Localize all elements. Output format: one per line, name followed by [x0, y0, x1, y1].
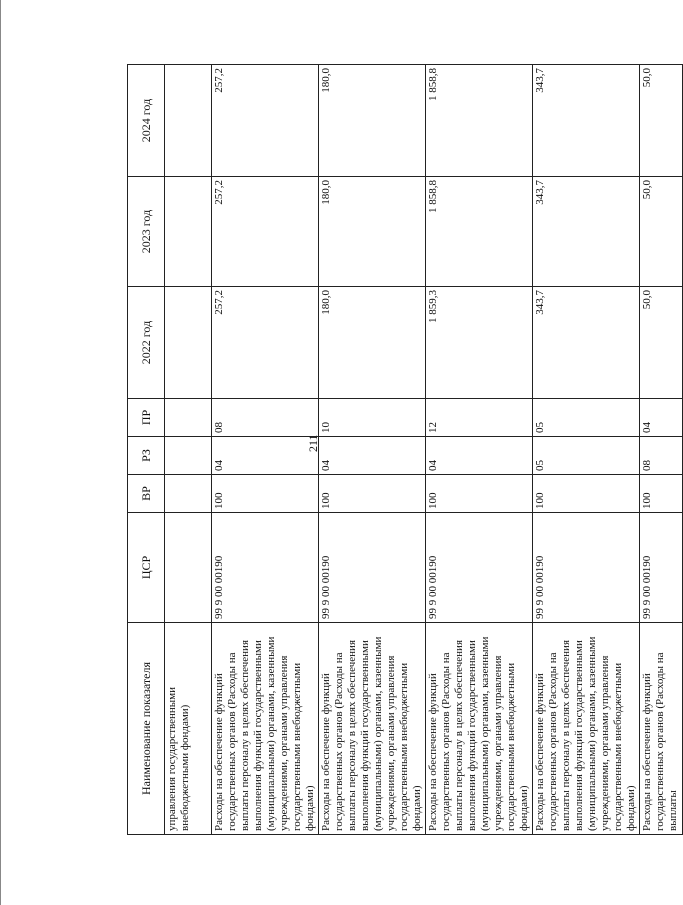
- cell-2024: 1 858,8: [426, 65, 533, 177]
- cell-2023: 257,2: [212, 177, 319, 287]
- cell-name: Расходы на обеспечение функций государственных органов (Расходы на выплаты персоналу в целях обеспечения выполнения функций государственными (муниципальными) органами, казенными учреждениями, органами управления государственными внебюджетными фондами): [533, 623, 640, 835]
- cell-vr: [165, 475, 212, 513]
- header-csr: ЦСР: [128, 513, 165, 623]
- table-row: [319, 65, 426, 835]
- header-rz: РЗ: [128, 437, 165, 475]
- cell-2024: 343,7: [533, 65, 640, 177]
- cell-2024: [165, 65, 212, 177]
- cell-vr: 100: [533, 475, 640, 513]
- cell-name: Расходы на обеспечение функций государственных органов (Расходы на выплаты персоналу в целях обеспечения выполнения функций государственными (муниципальными) органами, казенными учреждениями, органами управления государственными внебюджетными фондами): [426, 623, 533, 835]
- cell-pr: 08: [212, 399, 319, 437]
- cell-2024: 257,2: [212, 65, 319, 177]
- cell-vr: 100: [319, 475, 426, 513]
- table-header-row: [128, 65, 165, 835]
- cell-vr: 100: [640, 475, 683, 513]
- cell-csr: 99 9 00 00190: [426, 513, 533, 623]
- header-pr: ПР: [128, 399, 165, 437]
- cell-csr: [165, 513, 212, 623]
- cell-rz: 04: [212, 437, 319, 475]
- cell-name: Расходы на обеспечение функций государственных органов (Расходы на выплаты персоналу в целях обеспечения выполнения функций государственными (муниципальными) органами, казенными учреждениями, органами управления государственными внебюджетными фондами): [319, 623, 426, 835]
- cell-2024: 50,0: [640, 65, 683, 177]
- cell-2023: 50,0: [640, 177, 683, 287]
- page-number: 211: [306, 434, 320, 452]
- cell-pr: [165, 399, 212, 437]
- cell-rz: [165, 437, 212, 475]
- budget-table: [127, 64, 683, 835]
- cell-csr: 99 9 00 00190: [640, 513, 683, 623]
- cell-csr: 99 9 00 00190: [212, 513, 319, 623]
- cell-2022: [165, 287, 212, 399]
- cell-2023: 180,0: [319, 177, 426, 287]
- cell-csr: 99 9 00 00190: [319, 513, 426, 623]
- header-vr: ВР: [128, 475, 165, 513]
- header-2022: 2022 год: [128, 287, 165, 399]
- cell-rz: 04: [426, 437, 533, 475]
- cell-2022: 50,0: [640, 287, 683, 399]
- cell-csr: 99 9 00 00190: [533, 513, 640, 623]
- header-2023: 2023 год: [128, 177, 165, 287]
- cell-2022: 257,2: [212, 287, 319, 399]
- cell-name: управления государственными внебюджетными фондами): [165, 623, 212, 835]
- cell-pr: 10: [319, 399, 426, 437]
- cell-vr: 100: [426, 475, 533, 513]
- cell-rz: 04: [319, 437, 426, 475]
- table-row: [165, 65, 212, 835]
- table-row: [426, 65, 533, 835]
- scan-edge-line: [0, 0, 1, 905]
- cell-name: Расходы на обеспечение функций государственных органов (Расходы на выплаты персоналу в целях обеспечения выполнения функций государственными (муниципальными) органами, казенными учреждениями, органами управления государственными внебюджетными фондами): [212, 623, 319, 835]
- cell-pr: 12: [426, 399, 533, 437]
- cell-2022: 343,7: [533, 287, 640, 399]
- cell-rz: 08: [640, 437, 683, 475]
- header-name: Наименование показателя: [128, 623, 165, 835]
- cell-name: Расходы на обеспечение функций государственных органов (Расходы на выплаты: [640, 623, 683, 835]
- table-row: [212, 65, 319, 835]
- cell-2022: 180,0: [319, 287, 426, 399]
- table-row: [533, 65, 640, 835]
- cell-pr: 04: [640, 399, 683, 437]
- cell-2022: 1 859,3: [426, 287, 533, 399]
- cell-vr: 100: [212, 475, 319, 513]
- cell-2023: 343,7: [533, 177, 640, 287]
- cell-2024: 180,0: [319, 65, 426, 177]
- cell-2023: [165, 177, 212, 287]
- cell-2023: 1 858,8: [426, 177, 533, 287]
- table-row: [640, 65, 683, 835]
- rotated-table-container: [127, 65, 679, 835]
- header-2024: 2024 год: [128, 65, 165, 177]
- cell-pr: 05: [533, 399, 640, 437]
- cell-rz: 05: [533, 437, 640, 475]
